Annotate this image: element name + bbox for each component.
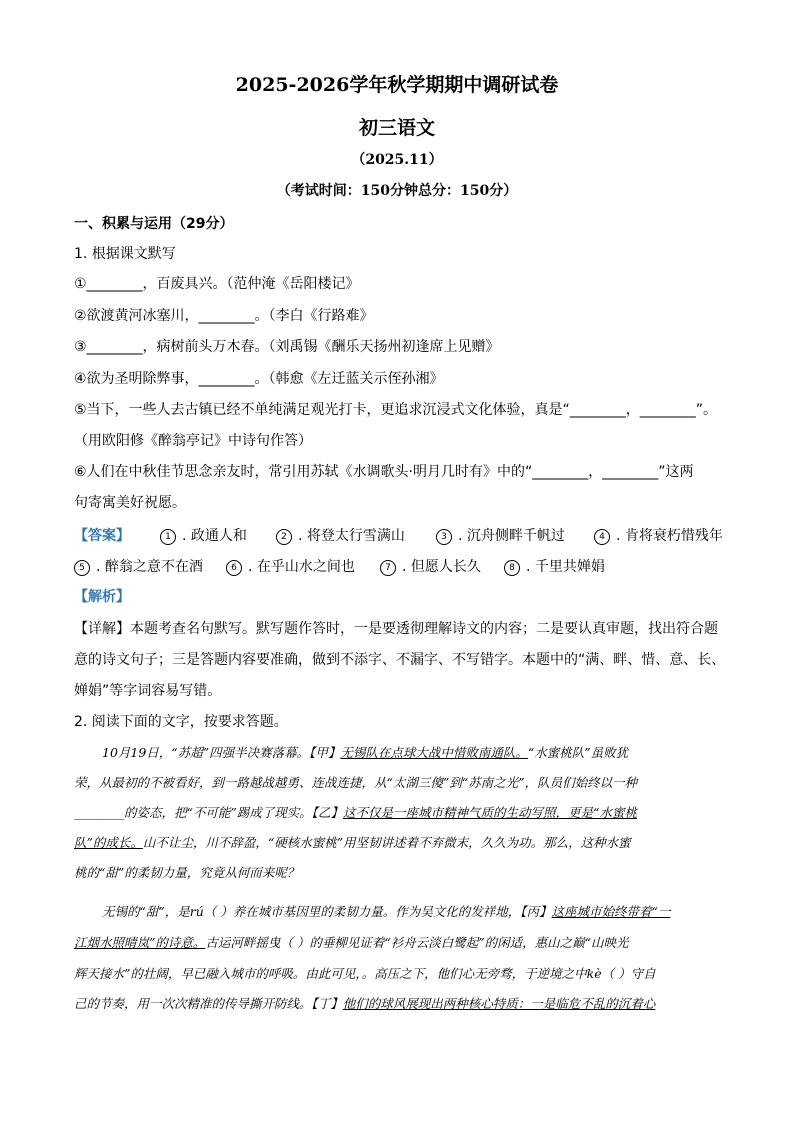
- answer-item: [226, 556, 355, 576]
- answer-number: 2: [276, 529, 292, 545]
- answer-label: 【答案】: [74, 528, 130, 544]
- q1-item: ⑤当下，一些人去古镇已经不单纯满足观光打卡，更追求沉浸式文化体验，真是“________，________”。: [74, 402, 718, 418]
- passage-line: 辉天接水”的壮阔，早已融入城市的呼吸。由此可见，。高压之下，他们心无旁骛，于逆境之中kè（ ）守自: [74, 966, 656, 981]
- q1-item: ④欲为圣明除弊事，________。（韩愈《左迁蓝关示侄孙湘》: [74, 371, 444, 387]
- analysis-detail: 【详解】本题考查名句默写。默写题作答时，一是要透彻理解诗文的内容；二是要认真审题，找出符合题: [74, 621, 718, 637]
- answer-text: . 但愿人长久: [402, 559, 481, 575]
- passage-line: 10月19日，“苏超”四强半决赛落幕。【甲】无锡队在点球大战中惜败南通队。“水蜜桃队”虽败犹: [102, 745, 629, 760]
- analysis-detail: 婵娟”等字词容易写错。: [74, 683, 222, 699]
- answer-item: [594, 525, 723, 545]
- answer-number: 5: [74, 560, 90, 576]
- answer-text: . 在乎山水之间也: [248, 559, 355, 575]
- answer-number: 3: [436, 529, 452, 545]
- answer-text: . 肯将衰朽惜残年: [616, 528, 723, 544]
- q1-item: ①________，百废具兴。（范仲淹《岳阳楼记》: [74, 276, 360, 292]
- q1-item: ③________，病树前头万木春。（刘禹锡《酬乐天扬州初逢席上见赠》: [74, 339, 500, 355]
- answer-item: [504, 556, 605, 576]
- section-heading: 一、积累与运用（29分）: [74, 216, 234, 232]
- answer-number: 8: [504, 560, 520, 576]
- answer-text: . 千里共婵娟: [526, 559, 605, 575]
- exam-title: 2025-2026学年秋学期期中调研试卷: [235, 74, 559, 96]
- exam-date: （2025.11）: [351, 152, 443, 168]
- question-1-prompt: 1. 根据课文默写: [74, 246, 176, 262]
- answer-number: 4: [594, 529, 610, 545]
- answer-item: [276, 525, 405, 545]
- answer-number: 6: [226, 560, 242, 576]
- passage-line: 己的节奏，用一次次精准的传导撕开防线。【丁】他们的球风展现出两种核心特质：一是临危不乱的沉着心: [74, 996, 656, 1011]
- answer-item: [160, 525, 247, 545]
- q1-item: ②欲渡黄河冰塞川，________。（李白《行路难》: [74, 308, 374, 324]
- analysis-label: 【解析】: [74, 589, 130, 605]
- analysis-detail: 意的诗文句子；三是答题内容要准确，做到不添字、不漏字、不写错字。本题中的“满、畔、惜、意、长、: [74, 652, 726, 668]
- answer-number: 1: [160, 529, 176, 545]
- answer-item: [380, 556, 481, 576]
- passage-line: 江烟水照晴岚”的诗意。古运河畔摇曳（ ）的垂柳见证着“衫舟云淡白鹭起”的闲适，惠山之巅“山映光: [74, 935, 629, 950]
- answer-text: . 将登太行雪满山: [298, 528, 405, 544]
- passage-line: 荣，从最初的不被看好，到一路越战越勇、连战连捷，从“太湖三傻”到“苏南之光”，队员们始终以一种: [74, 775, 638, 790]
- answer-text: . 醉翁之意不在酒: [96, 559, 203, 575]
- question-2-prompt: 2. 阅读下面的文字，按要求答题。: [74, 714, 288, 730]
- answer-text: . 政通人和: [182, 528, 247, 544]
- exam-info: （考试时间：150分钟总分：150分）: [276, 183, 518, 199]
- passage-line: 无锡的“甜”，是rú（ ）养在城市基因里的柔韧力量。作为吴文化的发祥地，【丙】这座城市始终带着“一: [102, 904, 671, 919]
- answer-item: [436, 525, 565, 545]
- answer-number: 7: [380, 560, 396, 576]
- passage-line: 桃的“甜”的柔韧力量，究竟从何而来呢？: [74, 865, 300, 880]
- exam-subject: 初三语文: [358, 117, 435, 139]
- q1-item: 句寄寓美好祝愿。: [74, 495, 186, 511]
- answer-text: . 沉舟侧畔千帆过: [458, 528, 565, 544]
- q1-item: （用欧阳修《醉翁亭记》中诗句作答）: [74, 433, 312, 449]
- q1-item: ⑥人们在中秋佳节思念亲友时，常引用苏轼《水调歌头·明月几时有》中的“________，________”这两: [74, 464, 694, 480]
- passage-line: 队”的成长。山不让尘，川不辞盈，“硬核水蜜桃”用坚韧讲述着不弃微末，久久为功。那么，这种水蜜: [74, 835, 631, 850]
- answer-item: [74, 556, 203, 576]
- passage-line: ________的姿态，把“不可能”踢成了现实。【乙】这不仅是一座城市精神气质的生动写照，更是“水蜜桃: [74, 805, 637, 820]
